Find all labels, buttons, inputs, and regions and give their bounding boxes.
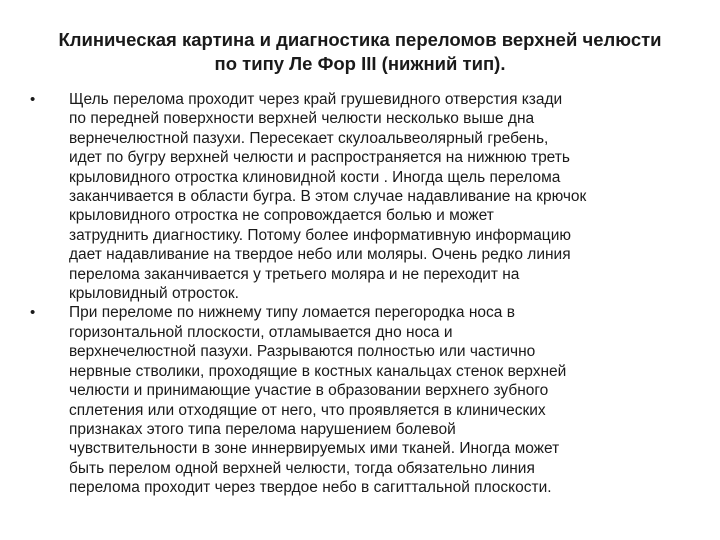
bullet-icon: •: [30, 304, 36, 322]
text-line: верхнечелюстной пазухи. Разрываются полностью или частично: [69, 343, 536, 361]
bullet-item: [30, 90, 690, 303]
text-line: крыловидный отросток.: [69, 285, 239, 303]
text-line: вернечелюстной пазухи. Пересекает скулоальвеолярный гребень,: [69, 129, 549, 147]
text-line: затруднить диагностику. Потому более информативную информацию: [69, 226, 571, 244]
text-line: челюсти и принимающие участие в образовании верхнего зубного: [69, 382, 549, 400]
text-line: перелома заканчивается у третьего моляра и не переходит на: [69, 265, 520, 283]
bullet-icon: •: [30, 91, 36, 108]
text-line: сплетения или отходящие от него, что проявляется в клинических: [69, 401, 546, 419]
text-line: быть перелом одной верхней челюсти, тогда обязательно линия: [69, 459, 535, 477]
text-line: крыловидного отростка не сопровождается болью и может: [69, 207, 494, 225]
text-line: идет по бугру верхней челюсти и распространяется на нижнюю треть: [69, 149, 570, 167]
text-line: перелома проходит через твердое небо в сагиттальной плоскости.: [69, 479, 552, 497]
text-line: по передней поверхности верхней челюсти несколько выше дна: [69, 110, 535, 128]
slide-title: [40, 28, 680, 76]
text-line: заканчивается в области бугра. В этом случае надавливание на крючок: [69, 188, 587, 206]
text-line: горизонтальной плоскости, отламывается дно носа и: [69, 323, 453, 341]
text-line: нервные стволики, проходящие в костных канальцах стенок верхней: [69, 362, 567, 380]
text-line: Щель перелома проходит через край грушевидного отверстия кзади: [69, 91, 563, 108]
text-line: крыловидного отростка клиновидной кости . Иногда щель перелома: [69, 168, 561, 186]
title-line: Клиническая картина и диагностика переломов верхней челюсти: [58, 29, 662, 50]
bullet-item: [30, 303, 690, 497]
bullet-list: [30, 90, 690, 498]
title-line: по типу Ле Фор III (нижний тип).: [214, 53, 506, 74]
text-line: дает надавливание на твердое небо или моляры. Очень редко линия: [69, 246, 571, 264]
text-line: признаках этого типа перелома нарушением болевой: [69, 420, 456, 438]
text-line: При переломе по нижнему типу ломается перегородка носа в: [69, 304, 515, 322]
text-line: чувствительности в зоне иннервируемых ими тканей. Иногда может: [69, 440, 560, 458]
